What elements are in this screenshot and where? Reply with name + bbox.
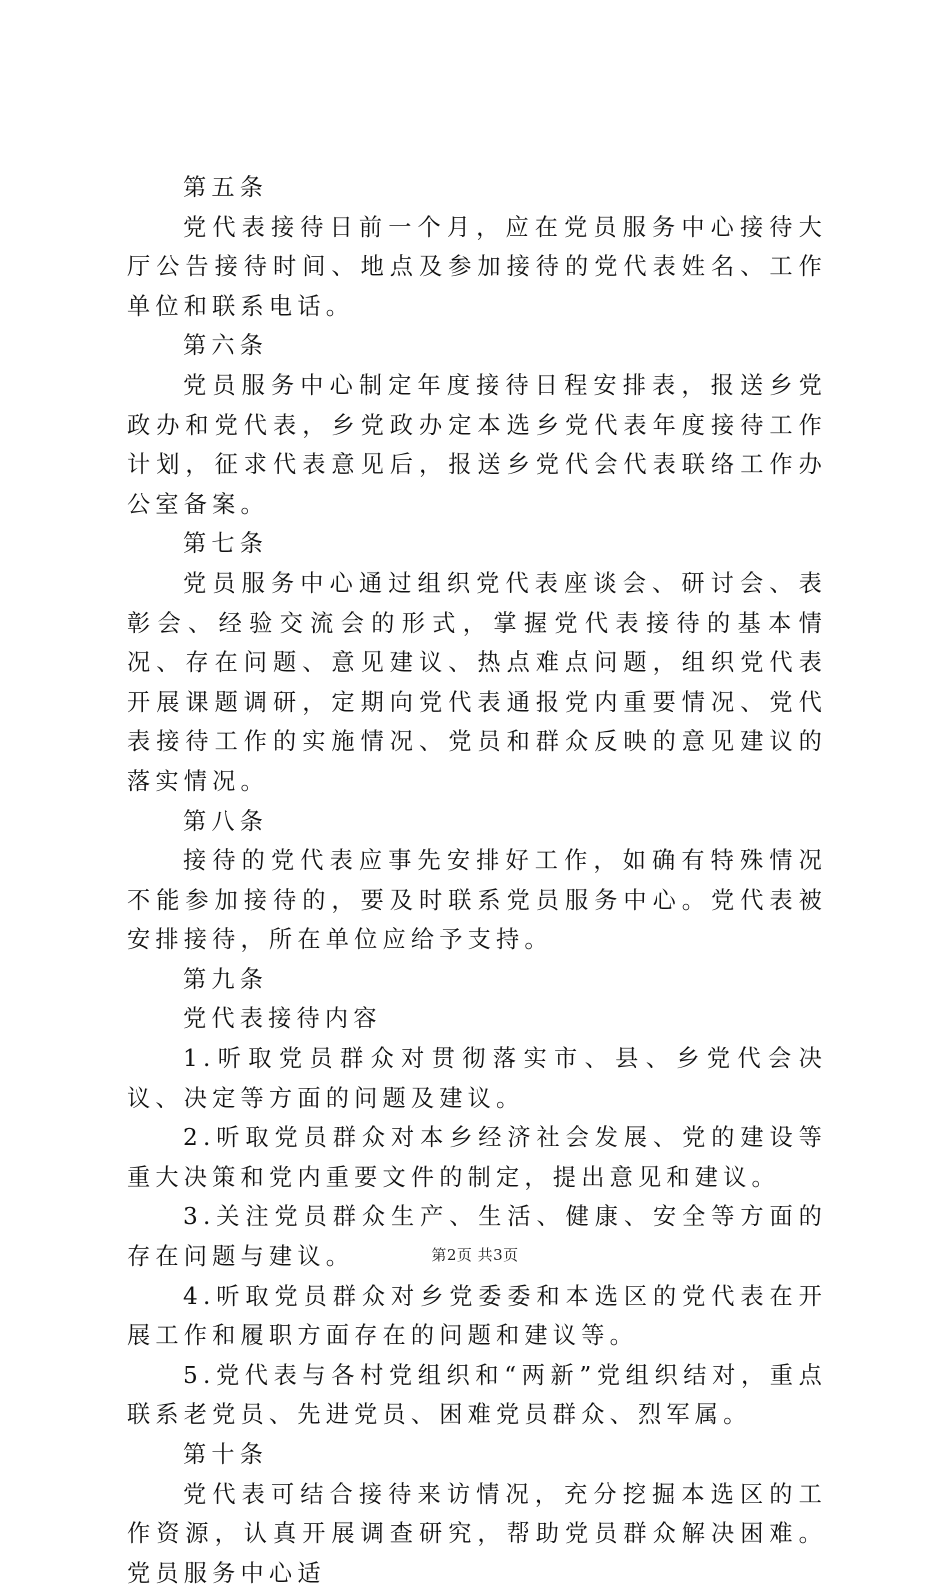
page-number-footer: 第2页 共3页	[431, 1246, 519, 1264]
list-item-5: 5.党代表与各村党组织和“两新”党组织结对，重点联系老党员、先进党员、困难党员群众、烈军属。	[127, 1361, 827, 1429]
article-subheading-9: 党代表接待内容	[183, 1005, 382, 1033]
article-body-10: 党代表可结合接待来访情况，充分挖掘本选区的工作资源，认真开展调查研究，帮助党员群众解决困难。党员服务中心适	[127, 1480, 827, 1587]
list-item-2: 2.听取党员群众对本乡经济社会发展、党的建设等重大决策和党内重要文件的制定，提出意见和建议。	[127, 1124, 827, 1191]
article-heading-7: 第七条	[183, 530, 269, 558]
article-heading-10: 第十条	[183, 1441, 269, 1468]
article-body-5: 党代表接待日前一个月，应在党员服务中心接待大厅公告接待时间、地点及参加接待的党代表姓名、工作单位和联系电话。	[127, 213, 827, 320]
article-body-7: 党员服务中心通过组织党代表座谈会、研讨会、表彰会、经验交流会的形式，掌握党代表接待的基本情况、存在问题、意见建议、热点难点问题，组织党代表开展课题调研，定期向党代表通报党内重要情况、党代表接待工作的实施情况、党员和群众反映的意见建议的落实情况。	[127, 569, 827, 795]
list-item-3: 3.关注党员群众生产、生活、健康、安全等方面的存在问题与建议。	[127, 1203, 827, 1271]
list-item-4: 4.听取党员群众对乡党委委和本选区的党代表在开展工作和履职方面存在的问题和建议等。	[127, 1282, 827, 1350]
article-heading-9: 第九条	[183, 965, 269, 993]
list-item-1: 1.听取党员群众对贯彻落实市、县、乡党代会决议、决定等方面的问题及建议。	[127, 1045, 827, 1112]
document-body	[127, 168, 827, 1593]
article-heading-6: 第六条	[183, 332, 269, 360]
article-body-8: 接待的党代表应事先安排好工作，如确有特殊情况不能参加接待的，要及时联系党员服务中心。党代表被安排接待，所在单位应给予支持。	[127, 847, 827, 954]
article-heading-5: 第五条	[183, 174, 269, 201]
article-body-6: 党员服务中心制定年度接待日程安排表，报送乡党政办和党代表，乡党政办定本选乡党代表年度接待工作计划，征求代表意见后，报送乡党代会代表联络工作办公室备案。	[127, 371, 827, 518]
article-heading-8: 第八条	[183, 807, 269, 835]
